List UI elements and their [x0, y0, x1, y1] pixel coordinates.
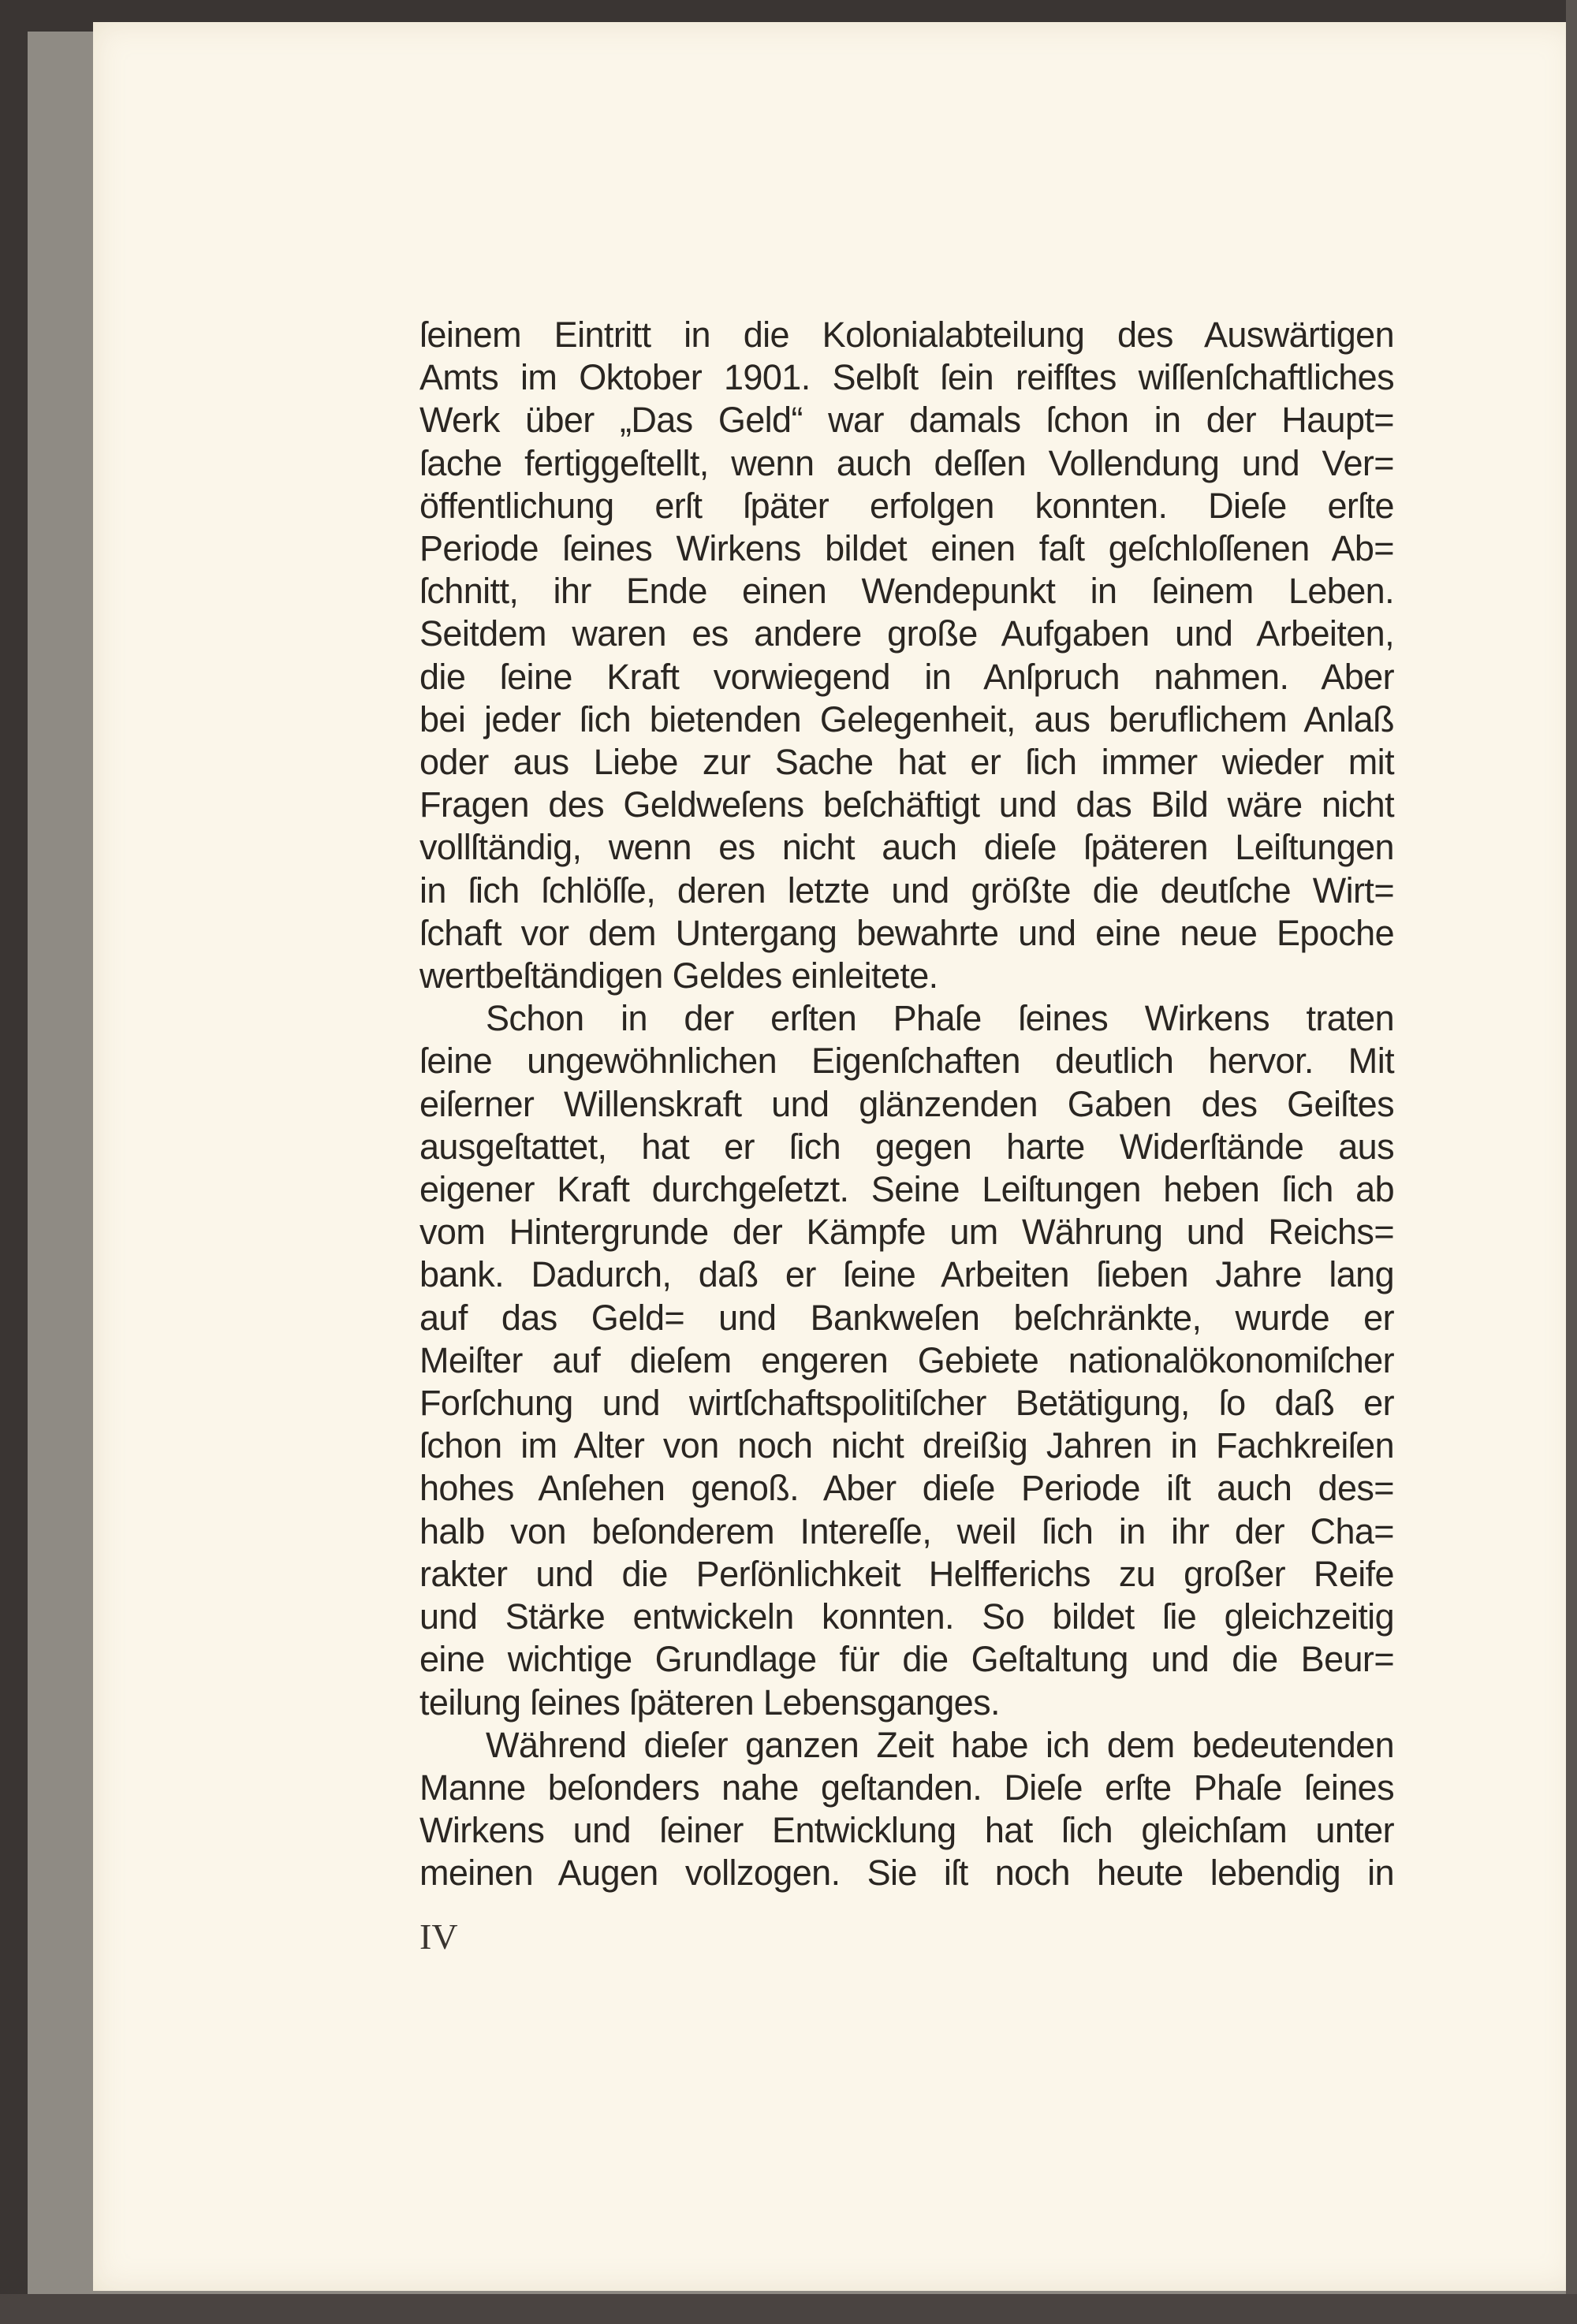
- text-line: Periode ſeines Wirkens bildet einen faſt geſchloſſenen Ab=: [419, 528, 1394, 569]
- page-bottom-edge: [0, 2294, 1577, 2324]
- text-line: rakter und die Perſönlichkeit Helfferichs zu großer Reife: [419, 1553, 1394, 1594]
- body-text: [419, 314, 1394, 1895]
- text-line: und Stärke entwickeln konnten. So bildet ſie gleichzeitig: [419, 1596, 1394, 1637]
- text-line: eiſerner Willenskraft und glänzenden Gaben des Geiſtes: [419, 1083, 1394, 1124]
- text-line: Seitdem waren es andere große Aufgaben und Arbeiten,: [419, 613, 1394, 654]
- text-line: halb von beſonderem Intereſſe, weil ſich in ihr der Cha=: [419, 1510, 1394, 1551]
- text-line: ſeinem Eintritt in die Kolonialabteilung des Auswärtigen: [419, 315, 1394, 355]
- text-line: Manne beſonders nahe geſtanden. Dieſe erſte Phaſe ſeines: [419, 1767, 1394, 1808]
- text-line: auf das Geld= und Bankweſen beſchränkte, wurde er: [419, 1297, 1394, 1338]
- text-line: wertbeſtändigen Geldes einleitete.: [419, 955, 938, 996]
- text-line: ſchon im Alter von noch nicht dreißig Jahren in Fachkreiſen: [419, 1425, 1394, 1466]
- paragraph: [419, 1724, 1394, 1895]
- paragraph: [419, 997, 1394, 1723]
- text-line: ſchaft vor dem Untergang bewahrte und eine neue Epoche: [419, 912, 1394, 953]
- text-line: vom Hintergrunde der Kämpfe um Währung und Reichs=: [419, 1212, 1394, 1253]
- text-line: Werk über „Das Geld“ war damals ſchon in der Haupt=: [419, 400, 1394, 441]
- text-line: Amts im Oktober 1901. Selbſt ſein reifſtes wiſſenſchaftliches: [419, 357, 1394, 398]
- text-line: die ſeine Kraft vorwiegend in Anſpruch nahmen. Aber: [419, 656, 1394, 697]
- text-line: Fragen des Geldweſens beſchäftigt und das Bild wäre nicht: [419, 784, 1394, 825]
- text-line: Wirkens und ſeiner Entwicklung hat ſich gleichſam unter: [419, 1810, 1394, 1851]
- text-line: bei jeder ſich bietenden Gelegenheit, aus beruflichem Anlaß: [419, 698, 1394, 739]
- text-line: vollſtändig, wenn es nicht auch dieſe ſpäteren Leiſtungen: [419, 827, 1394, 868]
- text-line: oder aus Liebe zur Sache hat er ſich immer wieder mit: [419, 742, 1394, 783]
- text-line: Schon in der erſten Phaſe ſeines Wirkens traten: [486, 998, 1394, 1039]
- text-line: öffentlichung erſt ſpäter erfolgen konnten. Dieſe erſte: [419, 485, 1394, 526]
- text-line: ſeine ungewöhnlichen Eigenſchaften deutlich hervor. Mit: [419, 1041, 1394, 1082]
- text-line: ſchnitt, ihr Ende einen Wendepunkt in ſeinem Leben.: [419, 571, 1394, 612]
- text-line: ſache fertiggeſtellt, wenn auch deſſen Vollendung und Ver=: [419, 442, 1394, 483]
- text-line: eigener Kraft durchgeſetzt. Seine Leiſtungen heben ſich ab: [419, 1169, 1394, 1210]
- text-line: meinen Augen vollzogen. Sie iſt noch heute lebendig in: [419, 1853, 1394, 1894]
- text-line: Meiſter auf dieſem engeren Gebiete nationalökonomiſcher: [419, 1339, 1394, 1380]
- text-line: hohes Anſehen genoß. Aber dieſe Periode iſt auch des=: [419, 1468, 1394, 1509]
- text-line: teilung ſeines ſpäteren Lebensganges.: [419, 1682, 1000, 1723]
- paragraph: [419, 314, 1394, 997]
- text-line: ausgeſtattet, hat er ſich gegen harte Widerſtände aus: [419, 1126, 1394, 1167]
- text-line: bank. Dadurch, daß er ſeine Arbeiten ſieben Jahre lang: [419, 1254, 1394, 1295]
- text-line: in ſich ſchlöſſe, deren letzte und größte die deutſche Wirt=: [419, 870, 1394, 911]
- text-line: Forſchung und wirtſchaftspolitiſcher Betätigung, ſo daß er: [419, 1383, 1394, 1424]
- page-number: IV: [419, 1916, 458, 1957]
- text-line: Während dieſer ganzen Zeit habe ich dem bedeutenden: [486, 1724, 1394, 1765]
- page-right-edge: [1566, 0, 1577, 2324]
- text-line: eine wichtige Grundlage für die Geſtaltung und die Beur=: [419, 1639, 1394, 1680]
